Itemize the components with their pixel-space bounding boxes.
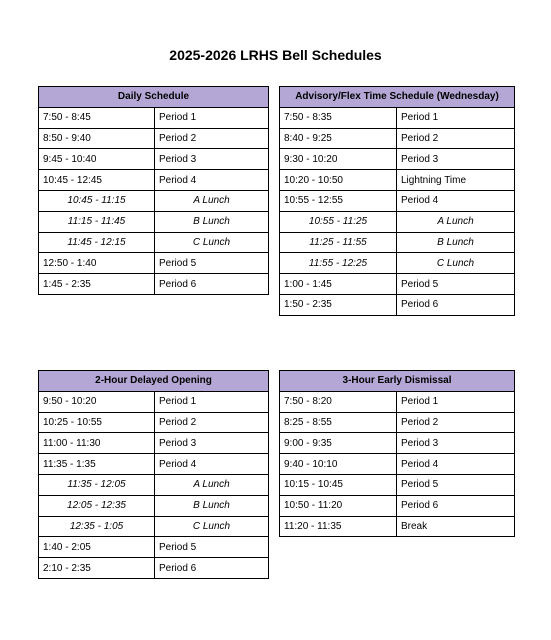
time-cell: 10:50 - 11:20 (280, 495, 397, 516)
table-row (280, 294, 515, 315)
time-cell: 7:50 - 8:45 (39, 107, 155, 128)
time-cell: 11:20 - 11:35 (280, 516, 397, 537)
time-cell: 10:55 - 12:55 (280, 190, 397, 211)
period-cell: Break (397, 516, 515, 537)
table-row (39, 274, 269, 295)
table-header: Daily Schedule (39, 87, 269, 108)
period-cell: Period 4 (155, 170, 269, 191)
period-cell: C Lunch (397, 253, 515, 274)
table-header: 2-Hour Delayed Opening (39, 371, 269, 392)
lunch-row (39, 190, 269, 211)
time-cell: 1:50 - 2:35 (280, 294, 397, 315)
period-cell: Period 1 (155, 107, 269, 128)
time-cell: 1:45 - 2:35 (39, 274, 155, 295)
flex-schedule-table (279, 86, 515, 316)
period-cell: Period 1 (397, 391, 515, 412)
table-header: 3-Hour Early Dismissal (280, 371, 515, 392)
table-row (280, 454, 515, 475)
table-row (280, 107, 515, 128)
time-cell: 10:45 - 12:45 (39, 170, 155, 191)
period-cell: Period 6 (397, 294, 515, 315)
table-row (39, 537, 269, 558)
time-cell: 10:55 - 11:25 (280, 211, 397, 232)
time-cell: 1:00 - 1:45 (280, 274, 397, 295)
period-cell: Period 3 (397, 149, 515, 170)
period-cell: Lightning Time (397, 170, 515, 191)
time-cell: 7:50 - 8:20 (280, 391, 397, 412)
time-cell: 2:10 - 2:35 (39, 558, 155, 579)
period-cell: A Lunch (155, 474, 269, 495)
time-cell: 9:40 - 10:10 (280, 454, 397, 475)
time-cell: 12:50 - 1:40 (39, 253, 155, 274)
time-cell: 12:35 - 1:05 (39, 516, 155, 537)
time-cell: 8:25 - 8:55 (280, 412, 397, 433)
period-cell: Period 3 (155, 433, 269, 454)
time-cell: 9:45 - 10:40 (39, 149, 155, 170)
period-cell: Period 5 (397, 474, 515, 495)
time-cell: 11:45 - 12:15 (39, 232, 155, 253)
time-cell: 11:55 - 12:25 (280, 253, 397, 274)
time-cell: 11:25 - 11:55 (280, 232, 397, 253)
period-cell: C Lunch (155, 516, 269, 537)
table-row (280, 516, 515, 537)
time-cell: 10:25 - 10:55 (39, 412, 155, 433)
table-row (39, 253, 269, 274)
table-row (39, 433, 269, 454)
lunch-row (280, 253, 515, 274)
lunch-row (39, 232, 269, 253)
lunch-row (39, 211, 269, 232)
period-cell: Period 1 (155, 391, 269, 412)
page-title: 2025-2026 LRHS Bell Schedules (169, 47, 382, 63)
period-cell: Period 3 (155, 149, 269, 170)
time-cell: 9:30 - 10:20 (280, 149, 397, 170)
lunch-row (39, 516, 269, 537)
time-cell: 11:00 - 11:30 (39, 433, 155, 454)
time-cell: 12:05 - 12:35 (39, 495, 155, 516)
table-row (39, 149, 269, 170)
time-cell: 11:35 - 12:05 (39, 474, 155, 495)
table-row (39, 107, 269, 128)
table-row (280, 274, 515, 295)
period-cell: Period 4 (397, 190, 515, 211)
period-cell: Period 2 (397, 412, 515, 433)
period-cell: Period 2 (397, 128, 515, 149)
period-cell: Period 2 (155, 412, 269, 433)
table-row (39, 170, 269, 191)
table-header: Advisory/Flex Time Schedule (Wednesday) (280, 87, 515, 108)
time-cell: 11:35 - 1:35 (39, 454, 155, 475)
period-cell: A Lunch (155, 190, 269, 211)
table-row (39, 391, 269, 412)
time-cell: 1:40 - 2:05 (39, 537, 155, 558)
lunch-row (39, 495, 269, 516)
table-row (280, 412, 515, 433)
period-cell: Period 3 (397, 433, 515, 454)
table-row (280, 128, 515, 149)
time-cell: 9:00 - 9:35 (280, 433, 397, 454)
period-cell: Period 5 (155, 253, 269, 274)
period-cell: Period 6 (155, 274, 269, 295)
time-cell: 9:50 - 10:20 (39, 391, 155, 412)
table-row (280, 190, 515, 211)
time-cell: 8:40 - 9:25 (280, 128, 397, 149)
time-cell: 11:15 - 11:45 (39, 211, 155, 232)
time-cell: 10:15 - 10:45 (280, 474, 397, 495)
table-row (280, 149, 515, 170)
period-cell: Period 4 (155, 454, 269, 475)
lunch-row (280, 232, 515, 253)
period-cell: Period 6 (397, 495, 515, 516)
period-cell: Period 2 (155, 128, 269, 149)
lunch-row (280, 211, 515, 232)
table-row (39, 128, 269, 149)
period-cell: A Lunch (397, 211, 515, 232)
table-row (280, 433, 515, 454)
time-cell: 8:50 - 9:40 (39, 128, 155, 149)
early-dismissal-table (279, 370, 515, 537)
delayed-opening-table (38, 370, 269, 579)
table-row (39, 558, 269, 579)
table-row (39, 454, 269, 475)
daily-schedule-table (38, 86, 269, 295)
period-cell: B Lunch (155, 495, 269, 516)
table-row (280, 495, 515, 516)
period-cell: C Lunch (155, 232, 269, 253)
time-cell: 7:50 - 8:35 (280, 107, 397, 128)
table-row (280, 170, 515, 191)
period-cell: Period 1 (397, 107, 515, 128)
lunch-row (39, 474, 269, 495)
period-cell: Period 6 (155, 558, 269, 579)
period-cell: B Lunch (155, 211, 269, 232)
period-cell: Period 5 (155, 537, 269, 558)
period-cell: Period 5 (397, 274, 515, 295)
table-row (39, 412, 269, 433)
period-cell: Period 4 (397, 454, 515, 475)
table-row (280, 474, 515, 495)
period-cell: B Lunch (397, 232, 515, 253)
table-row (280, 391, 515, 412)
time-cell: 10:20 - 10:50 (280, 170, 397, 191)
time-cell: 10:45 - 11:15 (39, 190, 155, 211)
